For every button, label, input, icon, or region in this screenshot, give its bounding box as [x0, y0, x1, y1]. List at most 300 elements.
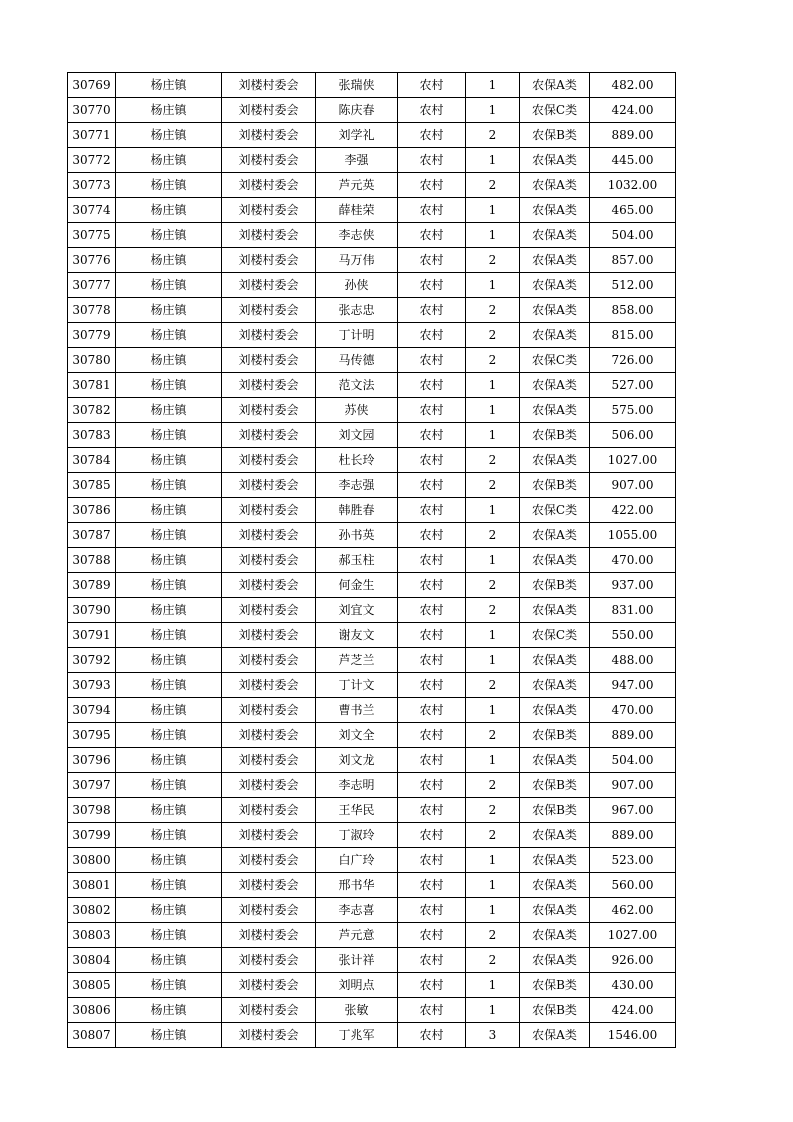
amount-cell: 889.00: [590, 123, 676, 148]
record-id-cell: 30786: [68, 498, 116, 523]
area-type-cell: 农村: [398, 923, 466, 948]
category-cell: 农保A类: [520, 673, 590, 698]
record-id-cell: 30793: [68, 673, 116, 698]
area-type-cell: 农村: [398, 673, 466, 698]
category-cell: 农保B类: [520, 123, 590, 148]
amount-cell: 1027.00: [590, 923, 676, 948]
area-type-cell: 农村: [398, 473, 466, 498]
count-cell: 2: [466, 798, 520, 823]
category-cell: 农保A类: [520, 748, 590, 773]
category-cell: 农保C类: [520, 623, 590, 648]
name-cell: 陈庆春: [316, 98, 398, 123]
table-row: [68, 448, 676, 473]
table-row: [68, 548, 676, 573]
count-cell: 1: [466, 98, 520, 123]
record-id-cell: 30784: [68, 448, 116, 473]
committee-cell: 刘楼村委会: [222, 223, 316, 248]
town-cell: 杨庄镇: [116, 73, 222, 98]
committee-cell: 刘楼村委会: [222, 973, 316, 998]
count-cell: 2: [466, 448, 520, 473]
town-cell: 杨庄镇: [116, 473, 222, 498]
count-cell: 1: [466, 273, 520, 298]
town-cell: 杨庄镇: [116, 348, 222, 373]
area-type-cell: 农村: [398, 248, 466, 273]
records-table: [67, 72, 676, 1048]
amount-cell: 1032.00: [590, 173, 676, 198]
area-type-cell: 农村: [398, 823, 466, 848]
area-type-cell: 农村: [398, 348, 466, 373]
amount-cell: 907.00: [590, 773, 676, 798]
area-type-cell: 农村: [398, 123, 466, 148]
category-cell: 农保A类: [520, 248, 590, 273]
table-row: [68, 598, 676, 623]
town-cell: 杨庄镇: [116, 273, 222, 298]
table-row: [68, 723, 676, 748]
count-cell: 2: [466, 773, 520, 798]
record-id-cell: 30806: [68, 998, 116, 1023]
amount-cell: 482.00: [590, 73, 676, 98]
town-cell: 杨庄镇: [116, 623, 222, 648]
record-id-cell: 30797: [68, 773, 116, 798]
table-row: [68, 823, 676, 848]
record-id-cell: 30772: [68, 148, 116, 173]
name-cell: 刘文龙: [316, 748, 398, 773]
amount-cell: 1546.00: [590, 1023, 676, 1048]
table-row: [68, 173, 676, 198]
name-cell: 苏侠: [316, 398, 398, 423]
committee-cell: 刘楼村委会: [222, 498, 316, 523]
name-cell: 张志忠: [316, 298, 398, 323]
name-cell: 何金生: [316, 573, 398, 598]
table-row: [68, 123, 676, 148]
category-cell: 农保A类: [520, 223, 590, 248]
record-id-cell: 30776: [68, 248, 116, 273]
town-cell: 杨庄镇: [116, 698, 222, 723]
area-type-cell: 农村: [398, 598, 466, 623]
record-id-cell: 30769: [68, 73, 116, 98]
name-cell: 马万伟: [316, 248, 398, 273]
amount-cell: 831.00: [590, 598, 676, 623]
name-cell: 李志侠: [316, 223, 398, 248]
category-cell: 农保A类: [520, 598, 590, 623]
area-type-cell: 农村: [398, 523, 466, 548]
count-cell: 2: [466, 123, 520, 148]
table-row: [68, 98, 676, 123]
table-row: [68, 1023, 676, 1048]
area-type-cell: 农村: [398, 173, 466, 198]
committee-cell: 刘楼村委会: [222, 823, 316, 848]
record-id-cell: 30805: [68, 973, 116, 998]
category-cell: 农保A类: [520, 823, 590, 848]
town-cell: 杨庄镇: [116, 848, 222, 873]
count-cell: 2: [466, 948, 520, 973]
count-cell: 2: [466, 348, 520, 373]
category-cell: 农保A类: [520, 298, 590, 323]
table-row: [68, 298, 676, 323]
town-cell: 杨庄镇: [116, 998, 222, 1023]
name-cell: 芦元意: [316, 923, 398, 948]
committee-cell: 刘楼村委会: [222, 748, 316, 773]
table-row: [68, 523, 676, 548]
record-id-cell: 30791: [68, 623, 116, 648]
table-row: [68, 698, 676, 723]
record-id-cell: 30780: [68, 348, 116, 373]
table-row: [68, 198, 676, 223]
committee-cell: 刘楼村委会: [222, 623, 316, 648]
committee-cell: 刘楼村委会: [222, 873, 316, 898]
town-cell: 杨庄镇: [116, 223, 222, 248]
table-row: [68, 323, 676, 348]
committee-cell: 刘楼村委会: [222, 423, 316, 448]
committee-cell: 刘楼村委会: [222, 798, 316, 823]
count-cell: 1: [466, 648, 520, 673]
name-cell: 马传德: [316, 348, 398, 373]
name-cell: 李志强: [316, 473, 398, 498]
table-row: [68, 573, 676, 598]
name-cell: 丁兆军: [316, 1023, 398, 1048]
name-cell: 李志明: [316, 773, 398, 798]
count-cell: 1: [466, 698, 520, 723]
committee-cell: 刘楼村委会: [222, 298, 316, 323]
category-cell: 农保A类: [520, 523, 590, 548]
committee-cell: 刘楼村委会: [222, 148, 316, 173]
town-cell: 杨庄镇: [116, 773, 222, 798]
record-id-cell: 30783: [68, 423, 116, 448]
count-cell: 1: [466, 498, 520, 523]
town-cell: 杨庄镇: [116, 573, 222, 598]
record-id-cell: 30803: [68, 923, 116, 948]
count-cell: 2: [466, 598, 520, 623]
amount-cell: 470.00: [590, 698, 676, 723]
name-cell: 李志喜: [316, 898, 398, 923]
committee-cell: 刘楼村委会: [222, 923, 316, 948]
area-type-cell: 农村: [398, 373, 466, 398]
table-row: [68, 748, 676, 773]
category-cell: 农保B类: [520, 773, 590, 798]
amount-cell: 889.00: [590, 823, 676, 848]
count-cell: 1: [466, 198, 520, 223]
amount-cell: 947.00: [590, 673, 676, 698]
town-cell: 杨庄镇: [116, 973, 222, 998]
record-id-cell: 30799: [68, 823, 116, 848]
count-cell: 1: [466, 548, 520, 573]
town-cell: 杨庄镇: [116, 498, 222, 523]
area-type-cell: 农村: [398, 573, 466, 598]
table-row: [68, 948, 676, 973]
table-row: [68, 373, 676, 398]
table-row: [68, 848, 676, 873]
name-cell: 郝玉柱: [316, 548, 398, 573]
category-cell: 农保B类: [520, 573, 590, 598]
name-cell: 李强: [316, 148, 398, 173]
area-type-cell: 农村: [398, 848, 466, 873]
area-type-cell: 农村: [398, 723, 466, 748]
area-type-cell: 农村: [398, 448, 466, 473]
area-type-cell: 农村: [398, 948, 466, 973]
record-id-cell: 30787: [68, 523, 116, 548]
amount-cell: 462.00: [590, 898, 676, 923]
category-cell: 农保A类: [520, 173, 590, 198]
name-cell: 孙书英: [316, 523, 398, 548]
record-id-cell: 30800: [68, 848, 116, 873]
count-cell: 1: [466, 973, 520, 998]
town-cell: 杨庄镇: [116, 373, 222, 398]
record-id-cell: 30771: [68, 123, 116, 148]
area-type-cell: 农村: [398, 423, 466, 448]
category-cell: 农保A类: [520, 898, 590, 923]
record-id-cell: 30807: [68, 1023, 116, 1048]
category-cell: 农保A类: [520, 323, 590, 348]
category-cell: 农保A类: [520, 198, 590, 223]
count-cell: 1: [466, 73, 520, 98]
committee-cell: 刘楼村委会: [222, 998, 316, 1023]
category-cell: 农保B类: [520, 723, 590, 748]
committee-cell: 刘楼村委会: [222, 398, 316, 423]
committee-cell: 刘楼村委会: [222, 273, 316, 298]
count-cell: 2: [466, 523, 520, 548]
count-cell: 2: [466, 673, 520, 698]
name-cell: 孙侠: [316, 273, 398, 298]
count-cell: 1: [466, 748, 520, 773]
name-cell: 范文法: [316, 373, 398, 398]
record-id-cell: 30789: [68, 573, 116, 598]
record-id-cell: 30794: [68, 698, 116, 723]
name-cell: 刘宜文: [316, 598, 398, 623]
table-row: [68, 798, 676, 823]
amount-cell: 857.00: [590, 248, 676, 273]
amount-cell: 470.00: [590, 548, 676, 573]
area-type-cell: 农村: [398, 398, 466, 423]
town-cell: 杨庄镇: [116, 123, 222, 148]
amount-cell: 465.00: [590, 198, 676, 223]
area-type-cell: 农村: [398, 548, 466, 573]
table-row: [68, 498, 676, 523]
count-cell: 2: [466, 923, 520, 948]
town-cell: 杨庄镇: [116, 423, 222, 448]
record-id-cell: 30777: [68, 273, 116, 298]
category-cell: 农保A类: [520, 698, 590, 723]
amount-cell: 726.00: [590, 348, 676, 373]
town-cell: 杨庄镇: [116, 648, 222, 673]
amount-cell: 560.00: [590, 873, 676, 898]
area-type-cell: 农村: [398, 498, 466, 523]
category-cell: 农保A类: [520, 923, 590, 948]
count-cell: 2: [466, 723, 520, 748]
name-cell: 薛桂荣: [316, 198, 398, 223]
town-cell: 杨庄镇: [116, 673, 222, 698]
town-cell: 杨庄镇: [116, 1023, 222, 1048]
area-type-cell: 农村: [398, 73, 466, 98]
town-cell: 杨庄镇: [116, 948, 222, 973]
category-cell: 农保B类: [520, 423, 590, 448]
count-cell: 1: [466, 623, 520, 648]
amount-cell: 575.00: [590, 398, 676, 423]
committee-cell: 刘楼村委会: [222, 448, 316, 473]
committee-cell: 刘楼村委会: [222, 673, 316, 698]
table-row: [68, 248, 676, 273]
category-cell: 农保A类: [520, 948, 590, 973]
committee-cell: 刘楼村委会: [222, 198, 316, 223]
area-type-cell: 农村: [398, 748, 466, 773]
committee-cell: 刘楼村委会: [222, 723, 316, 748]
table-row: [68, 623, 676, 648]
name-cell: 韩胜春: [316, 498, 398, 523]
name-cell: 张瑞侠: [316, 73, 398, 98]
amount-cell: 926.00: [590, 948, 676, 973]
name-cell: 刘明点: [316, 973, 398, 998]
category-cell: 农保A类: [520, 373, 590, 398]
committee-cell: 刘楼村委会: [222, 473, 316, 498]
name-cell: 谢友文: [316, 623, 398, 648]
record-id-cell: 30802: [68, 898, 116, 923]
area-type-cell: 农村: [398, 148, 466, 173]
amount-cell: 512.00: [590, 273, 676, 298]
table-row: [68, 473, 676, 498]
committee-cell: 刘楼村委会: [222, 123, 316, 148]
committee-cell: 刘楼村委会: [222, 548, 316, 573]
committee-cell: 刘楼村委会: [222, 73, 316, 98]
committee-cell: 刘楼村委会: [222, 1023, 316, 1048]
town-cell: 杨庄镇: [116, 323, 222, 348]
record-id-cell: 30785: [68, 473, 116, 498]
area-type-cell: 农村: [398, 648, 466, 673]
record-id-cell: 30798: [68, 798, 116, 823]
town-cell: 杨庄镇: [116, 448, 222, 473]
town-cell: 杨庄镇: [116, 523, 222, 548]
count-cell: 3: [466, 1023, 520, 1048]
category-cell: 农保B类: [520, 473, 590, 498]
name-cell: 芦芝兰: [316, 648, 398, 673]
table-body: [68, 73, 676, 1048]
amount-cell: 504.00: [590, 223, 676, 248]
count-cell: 1: [466, 223, 520, 248]
area-type-cell: 农村: [398, 223, 466, 248]
committee-cell: 刘楼村委会: [222, 773, 316, 798]
category-cell: 农保A类: [520, 148, 590, 173]
name-cell: 丁计文: [316, 673, 398, 698]
category-cell: 农保C类: [520, 348, 590, 373]
record-id-cell: 30773: [68, 173, 116, 198]
name-cell: 曹书兰: [316, 698, 398, 723]
count-cell: 1: [466, 148, 520, 173]
table-row: [68, 673, 676, 698]
record-id-cell: 30796: [68, 748, 116, 773]
category-cell: 农保A类: [520, 273, 590, 298]
name-cell: 丁计明: [316, 323, 398, 348]
category-cell: 农保A类: [520, 873, 590, 898]
table-row: [68, 273, 676, 298]
area-type-cell: 农村: [398, 323, 466, 348]
table-row: [68, 73, 676, 98]
town-cell: 杨庄镇: [116, 298, 222, 323]
amount-cell: 424.00: [590, 98, 676, 123]
committee-cell: 刘楼村委会: [222, 323, 316, 348]
committee-cell: 刘楼村委会: [222, 348, 316, 373]
committee-cell: 刘楼村委会: [222, 848, 316, 873]
town-cell: 杨庄镇: [116, 898, 222, 923]
name-cell: 邢书华: [316, 873, 398, 898]
area-type-cell: 农村: [398, 198, 466, 223]
amount-cell: 889.00: [590, 723, 676, 748]
table-row: [68, 348, 676, 373]
record-id-cell: 30792: [68, 648, 116, 673]
category-cell: 农保A类: [520, 1023, 590, 1048]
name-cell: 刘文园: [316, 423, 398, 448]
area-type-cell: 农村: [398, 698, 466, 723]
count-cell: 1: [466, 423, 520, 448]
area-type-cell: 农村: [398, 298, 466, 323]
name-cell: 王华民: [316, 798, 398, 823]
table-row: [68, 148, 676, 173]
amount-cell: 424.00: [590, 998, 676, 1023]
count-cell: 2: [466, 573, 520, 598]
record-id-cell: 30775: [68, 223, 116, 248]
amount-cell: 422.00: [590, 498, 676, 523]
table-row: [68, 398, 676, 423]
table-row: [68, 423, 676, 448]
record-id-cell: 30781: [68, 373, 116, 398]
area-type-cell: 农村: [398, 873, 466, 898]
table-row: [68, 873, 676, 898]
name-cell: 张计祥: [316, 948, 398, 973]
amount-cell: 1055.00: [590, 523, 676, 548]
amount-cell: 430.00: [590, 973, 676, 998]
data-sheet: [67, 72, 676, 1048]
count-cell: 1: [466, 398, 520, 423]
category-cell: 农保A类: [520, 848, 590, 873]
area-type-cell: 农村: [398, 773, 466, 798]
town-cell: 杨庄镇: [116, 398, 222, 423]
amount-cell: 527.00: [590, 373, 676, 398]
amount-cell: 1027.00: [590, 448, 676, 473]
record-id-cell: 30801: [68, 873, 116, 898]
town-cell: 杨庄镇: [116, 98, 222, 123]
committee-cell: 刘楼村委会: [222, 898, 316, 923]
category-cell: 农保A类: [520, 548, 590, 573]
town-cell: 杨庄镇: [116, 873, 222, 898]
area-type-cell: 农村: [398, 898, 466, 923]
table-row: [68, 773, 676, 798]
count-cell: 2: [466, 298, 520, 323]
town-cell: 杨庄镇: [116, 798, 222, 823]
count-cell: 1: [466, 848, 520, 873]
town-cell: 杨庄镇: [116, 748, 222, 773]
amount-cell: 907.00: [590, 473, 676, 498]
name-cell: 丁淑玲: [316, 823, 398, 848]
town-cell: 杨庄镇: [116, 148, 222, 173]
table-row: [68, 973, 676, 998]
record-id-cell: 30779: [68, 323, 116, 348]
record-id-cell: 30790: [68, 598, 116, 623]
committee-cell: 刘楼村委会: [222, 573, 316, 598]
category-cell: 农保B类: [520, 998, 590, 1023]
name-cell: 刘学礼: [316, 123, 398, 148]
amount-cell: 858.00: [590, 298, 676, 323]
record-id-cell: 30782: [68, 398, 116, 423]
committee-cell: 刘楼村委会: [222, 373, 316, 398]
name-cell: 张敏: [316, 998, 398, 1023]
table-row: [68, 898, 676, 923]
amount-cell: 937.00: [590, 573, 676, 598]
record-id-cell: 30788: [68, 548, 116, 573]
category-cell: 农保C类: [520, 98, 590, 123]
committee-cell: 刘楼村委会: [222, 173, 316, 198]
area-type-cell: 农村: [398, 623, 466, 648]
count-cell: 2: [466, 823, 520, 848]
count-cell: 1: [466, 373, 520, 398]
count-cell: 1: [466, 998, 520, 1023]
area-type-cell: 农村: [398, 998, 466, 1023]
